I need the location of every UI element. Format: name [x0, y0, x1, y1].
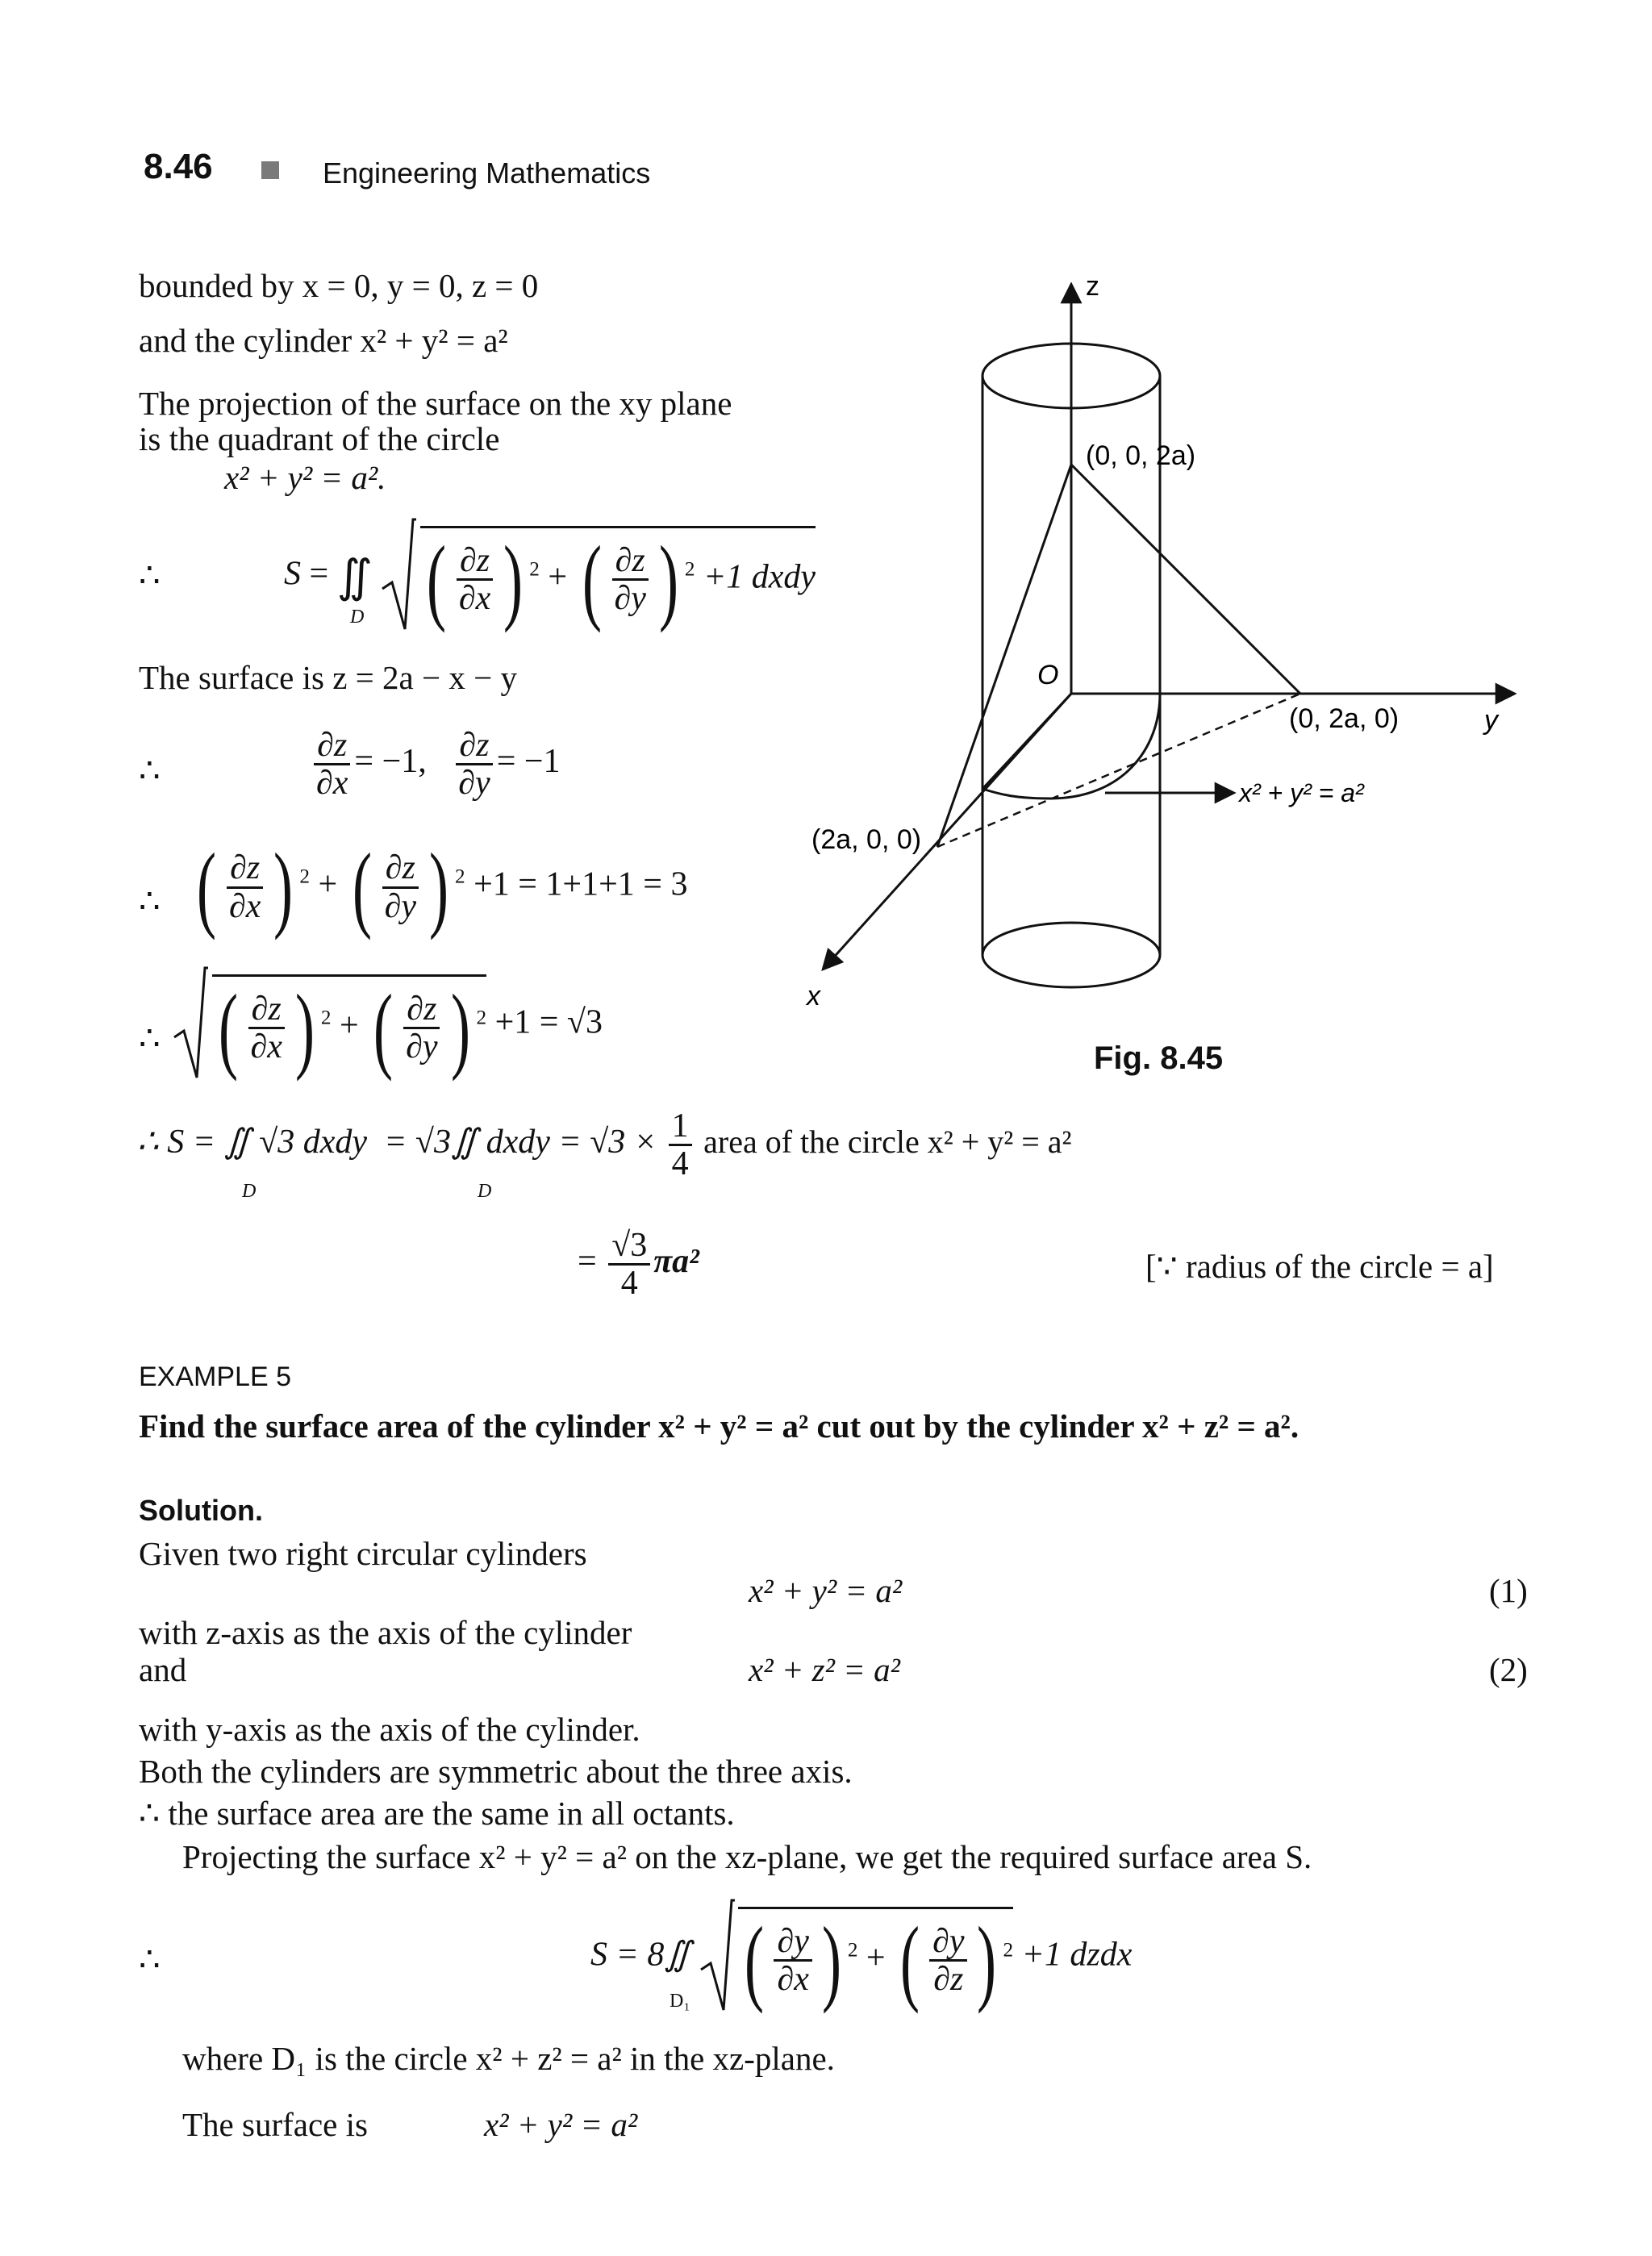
therefore-5: ∴: [139, 1941, 161, 1979]
label-circle: x² + y² = a²: [1239, 778, 1364, 807]
d-label-2: D: [242, 1181, 257, 1202]
sqrt-sign-3: [699, 1897, 735, 2018]
figure-caption: Fig. 8.45: [1094, 1040, 1224, 1076]
surface-equation: x² + y² = a²: [484, 2106, 638, 2143]
final-num: √3: [608, 1228, 650, 1266]
sum-result: +1 = 1+1+1 = 3: [473, 865, 688, 903]
s-line-d: area of the circle x² + y² = a²: [703, 1124, 1072, 1161]
final-tail: πa²: [653, 1243, 699, 1281]
sqrt-sign-2: [173, 965, 208, 1086]
intro-line-2: and the cylinder x² + y² = a²: [139, 322, 508, 359]
plus-one-dxdy: +1 dxdy: [703, 558, 816, 596]
label-point-y: (0, 2a, 0): [1289, 703, 1400, 734]
s-line-c: = √3∬ dxdy = √3 ×: [384, 1124, 657, 1161]
solution-line-3: and: [139, 1651, 187, 1688]
sum-of-squares: ( $\frac{\partial z}{\partial x}$ ) $^2$ + ( $\frac{\partial z}{\partial y}$ ) $^2$ +1 = 1+1+1 = 3: [196, 833, 688, 940]
frac-four: 4: [671, 1145, 689, 1183]
equation-2: x² + z² = a²: [749, 1651, 900, 1688]
figure-8-45: [799, 266, 1533, 1081]
cylinder-bottom: [982, 923, 1160, 987]
therefore-1: ∴: [139, 557, 161, 594]
surface-integral-formula: S = ∬ ( $\frac{\partial z}{\partial x}$ ) $^2$ + ( $\frac{\partial z}{\partial y}$ ) $^2$ +1 dxdy: [284, 516, 816, 637]
solution-line-7: Projecting the surface x² + y² = a² on the xz-plane, we get the required surface area S.: [182, 1838, 1312, 1875]
surface-label: The surface is: [182, 2106, 368, 2143]
partial-derivatives: $\frac{\partial z}{\partial x}$ = −1, $\frac{\partial z}{\partial y}$ = −1: [310, 728, 561, 801]
label-z: z: [1086, 271, 1099, 302]
label-point-x: (2a, 0, 0): [811, 824, 922, 855]
solution-label: Solution.: [139, 1494, 263, 1527]
partial-value-2: = −1: [496, 743, 561, 781]
sqrt-sign: [381, 516, 416, 637]
s-line-a: ∴ S = ∬: [137, 1124, 251, 1161]
final-den: 4: [620, 1265, 638, 1303]
solution-line-6: ∴ the surface area are the same in all octants.: [139, 1795, 735, 1832]
label-point-z: (0, 0, 2a): [1086, 440, 1196, 471]
header-square-icon: [261, 161, 279, 179]
final-area: = $\frac{√3}{4}$ πa²: [578, 1227, 699, 1303]
solution-line-4: with y-axis as the axis of the cylinder.: [139, 1711, 640, 1748]
frac-one: 1: [669, 1108, 692, 1146]
book-title: Engineering Mathematics: [323, 156, 651, 190]
intro-line-4: is the quadrant of the circle: [139, 420, 500, 457]
partial-value-1: = −1,: [354, 743, 427, 781]
sqrt-expression: ( $\frac{\partial z}{\partial x}$ ) $^2$ + ( $\frac{\partial z}{\partial y}$ ) $^2$ +1 = √3: [173, 965, 603, 1086]
page-number: 8.46: [144, 147, 213, 186]
d-label-3: D: [478, 1181, 492, 1202]
equation-2-number: (2): [1489, 1651, 1528, 1688]
therefore-2: ∴: [139, 753, 161, 790]
quarter-circle: [982, 694, 1160, 799]
s-formula-tail: +1 dzdx: [1021, 1936, 1133, 1974]
solution-line-2: with z-axis as the axis of the cylinder: [139, 1614, 632, 1651]
intro-line-5: x² + y² = a².: [224, 459, 386, 496]
label-x: x: [807, 981, 820, 1011]
intro-line-1: bounded by x = 0, y = 0, z = 0: [139, 267, 539, 304]
d1-label: D₁: [670, 1991, 690, 2012]
label-origin: O: [1037, 660, 1059, 690]
example-heading: EXAMPLE 5: [139, 1362, 291, 1392]
radius-note: [∵ radius of the circle = a]: [1145, 1248, 1494, 1285]
cylinder-surface-formula: S = 8∬ ( $\frac{\partial y}{\partial x}$ ) $^2$ + ( $\frac{\partial y}{\partial z}$ ) $^2$ +1 dzdx: [590, 1897, 1132, 2018]
example-problem: Find the surface area of the cylinder x² + y² = a² cut out by the cylinder x² + z² = a².: [139, 1407, 1299, 1445]
therefore-4: ∴: [139, 1020, 161, 1057]
s-formula-lhs: S = 8∬: [590, 1936, 691, 1974]
area-result-line: [137, 1108, 1072, 1182]
d-label-1: D: [350, 607, 365, 628]
label-y: y: [1484, 705, 1498, 736]
sqrt-result: +1 = √3: [494, 1003, 603, 1041]
equation-1: x² + y² = a²: [749, 1572, 903, 1609]
s-line-b: √3 dxdy: [259, 1124, 368, 1161]
therefore-3: ∴: [139, 883, 161, 920]
equation-1-number: (1): [1489, 1572, 1528, 1609]
surface-line: The surface is z = 2a − x − y: [139, 659, 517, 696]
solution-line-8: where D₁ is the circle x² + z² = a² in the xz-plane.: [182, 2040, 835, 2077]
solution-line-1: Given two right circular cylinders: [139, 1535, 587, 1572]
solution-line-5: Both the cylinders are symmetric about the three axis.: [139, 1753, 853, 1790]
intro-line-3: The projection of the surface on the xy plane: [139, 385, 732, 422]
